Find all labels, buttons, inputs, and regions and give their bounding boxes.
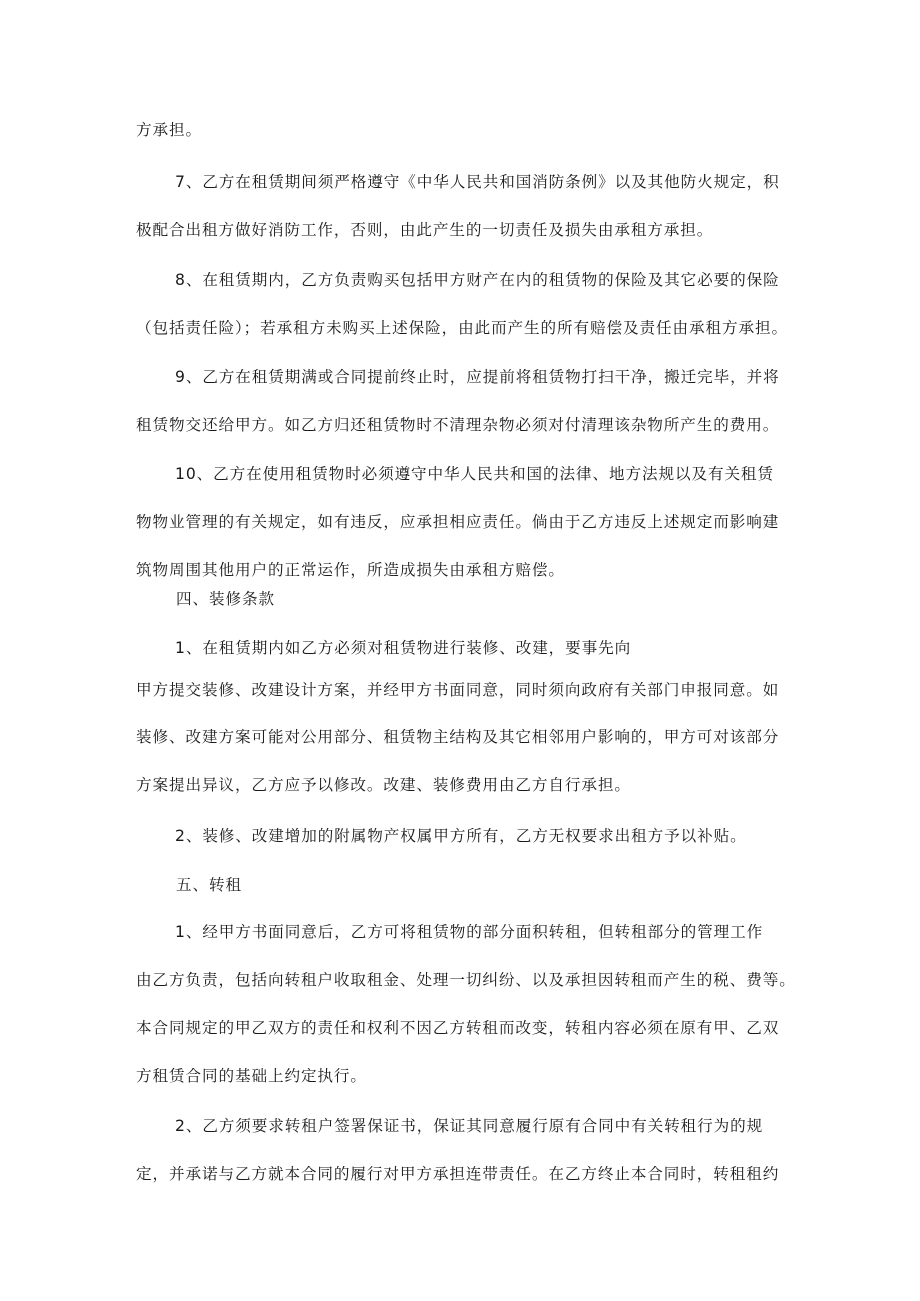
text-line: 筑物周围其他用户的正常运作，所造成损失由承租方赔偿。 [136,561,565,579]
section-heading-sublease: 五、转租 [176,876,242,894]
text-line: （包括责任险）；若承租方未购买上述保险，由此而产生的所有赔偿及责任由承租方承担。 [136,319,788,337]
sublease-clause-1: 1、经甲方书面同意后，乙方可将租赁物的部分面积转租，但转租部分的管理工作 [175,923,764,941]
text-line: 本合同规定的甲乙双方的责任和权利不因乙方转租而改变，转租内容必须在原有甲、乙双 [136,1019,780,1037]
section-heading-renovation: 四、装修条款 [176,590,275,608]
sublease-clause-2: 2、乙方须要求转租户签署保证书，保证其同意履行原有合同中有关转租行为的规 [175,1117,764,1135]
clause-10: 10、乙方在使用租赁物时必须遵守中华人民共和国的法律、地方法规以及有关租赁 [175,465,774,483]
text-line: 装修、改建方案可能对公用部分、租赁物主结构及其它相邻用户影响的，甲方可对该部分 [136,728,780,746]
text-line: 由乙方负责，包括向转租户收取租金、处理一切纠纷、以及承担因转租而产生的税、费等。 [136,971,796,989]
clause-9: 9、乙方在租赁期满或合同提前终止时，应提前将租赁物打扫干净，搬迁完毕，并将 [175,368,780,386]
renovation-clause-1: 1、在租赁期内如乙方必须对租赁物进行装修、改建，要事先向 [175,639,632,657]
text-line: 甲方提交装修、改建设计方案，并经甲方书面同意，同时须向政府有关部门申报同意。如 [136,681,780,699]
text-line: 方租赁合同的基础上约定执行。 [136,1067,367,1085]
clause-8: 8、在租赁期内，乙方负责购买包括甲方财产在内的租赁物的保险及其它必要的保险 [175,271,780,289]
text-line: 极配合出租方做好消防工作，否则，由此产生的一切责任及损失由承租方承担。 [136,221,714,239]
text-line: 方承担。 [136,121,202,139]
text-line: 租赁物交还给甲方。如乙方归还租赁物时不清理杂物必须对付清理该杂物所产生的费用。 [136,416,780,434]
clause-7: 7、乙方在租赁期间须严格遵守《中华人民共和国消防条例》以及其他防火规定，积 [175,173,780,191]
text-line: 物物业管理的有关规定，如有违反，应承担相应责任。倘由于乙方违反上述规定而影响建 [136,513,780,531]
renovation-clause-2: 2、装修、改建增加的附属物产权属甲方所有，乙方无权要求出租方予以补贴。 [175,827,747,845]
text-line: 方案提出异议，乙方应予以修改。改建、装修费用由乙方自行承担。 [136,776,631,794]
text-line: 定，并承诺与乙方就本合同的履行对甲方承担连带责任。在乙方终止本合同时，转租租约 [136,1165,780,1183]
